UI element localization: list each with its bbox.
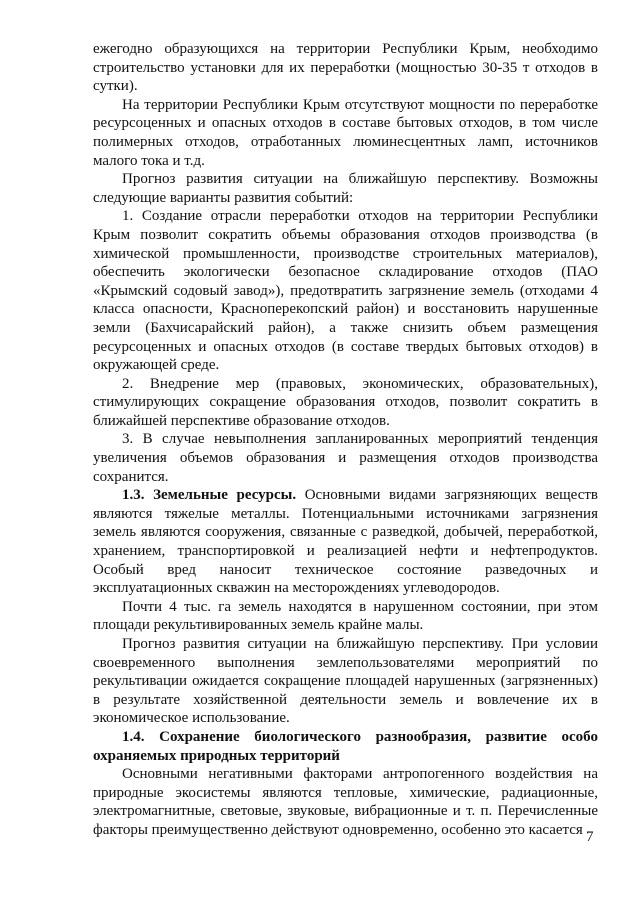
- paragraph-option-2: 2. Внедрение мер (правовых, экономических, образовательных), стимулирующих сокращение образования отходов, позволит сократить в ближайшей перспективе образование отходов.: [93, 375, 598, 429]
- section-heading-biodiversity: 1.4. Сохранение биологического разнообразия, развитие особо охраняемых природных территорий: [93, 728, 598, 764]
- paragraph-land-forecast: Прогноз развития ситуации на ближайшую перспективу. При условии своевременного выполнения землепользователями мероприятий по рекультивации ожидается сокращение площадей нарушенных (загрязненных) в результате хозяйственной деятельности земель и вовлечение их в экономическое использование.: [93, 636, 598, 727]
- land-resources-text: Основными видами загрязняющих веществ являются тяжелые металлы. Потенциальными источниками загрязнения земель являются сооружения, связанные с разведкой, добычей, переработкой, хранением, транспортировкой и реализацией нефти и нефтепродуктов. Особый вред наносит техническое состояние разведочных и эксплуатационных скважин на месторождениях углеводородов.: [93, 487, 598, 597]
- document-page: [93, 40, 598, 840]
- page-number: 7: [586, 829, 594, 845]
- paragraph-negative-factors: Основными негативными факторами антропогенного воздействия на природные экосистемы являются тепловые, химические, радиационные, электромагнитные, световые, звуковые, вибрационные и т. п. Перечисленные факторы преимущественно действуют одновременно, особенно это касается: [93, 766, 598, 838]
- section-heading-land-resources: 1.3. Земельные ресурсы.: [122, 487, 297, 504]
- paragraph-disturbed-lands: Почти 4 тыс. га земель находятся в нарушенном состоянии, при этом площади рекультивированных земель крайне малы.: [93, 598, 598, 634]
- paragraph-option-3: 3. В случае невыполнения запланированных мероприятий тенденция увеличения объемов образования и размещения отходов производства сохранится.: [93, 431, 598, 485]
- paragraph-forecast-intro: Прогноз развития ситуации на ближайшую перспективу. Возможны следующие варианты развития событий:: [93, 171, 598, 206]
- paragraph-waste-volume: ежегодно образующихся на территории Республики Крым, необходимо строительство установки для их переработки (мощностью 30-35 т отходов в сутки).: [93, 41, 598, 95]
- paragraph-land-resources: [93, 486, 598, 598]
- paragraph-option-1: 1. Создание отрасли переработки отходов на территории Республики Крым позволит сократить объемы образования отходов производства (в химической промышленности, производстве строительных материалов), обеспечить экологически безопасное складирование отходов (ПАО «Крымский содовый завод»), предотвратить загрязнение земель (отходами 4 класса опасности, Красноперекопский район) и восстановить нарушенные земли (Бахчисарайский район), а также снизить объем размещения ресурсоценных и опасных отходов (в составе твердых бытовых отходов) в окружающей среде.: [93, 208, 598, 374]
- paragraph-no-capacity: На территории Республики Крым отсутствуют мощности по переработке ресурсоценных и опасных отходов в составе бытовых отходов, в том числе полимерных отходов, отработанных люминесцентных ламп, источников малого тока и т.д.: [93, 96, 598, 169]
